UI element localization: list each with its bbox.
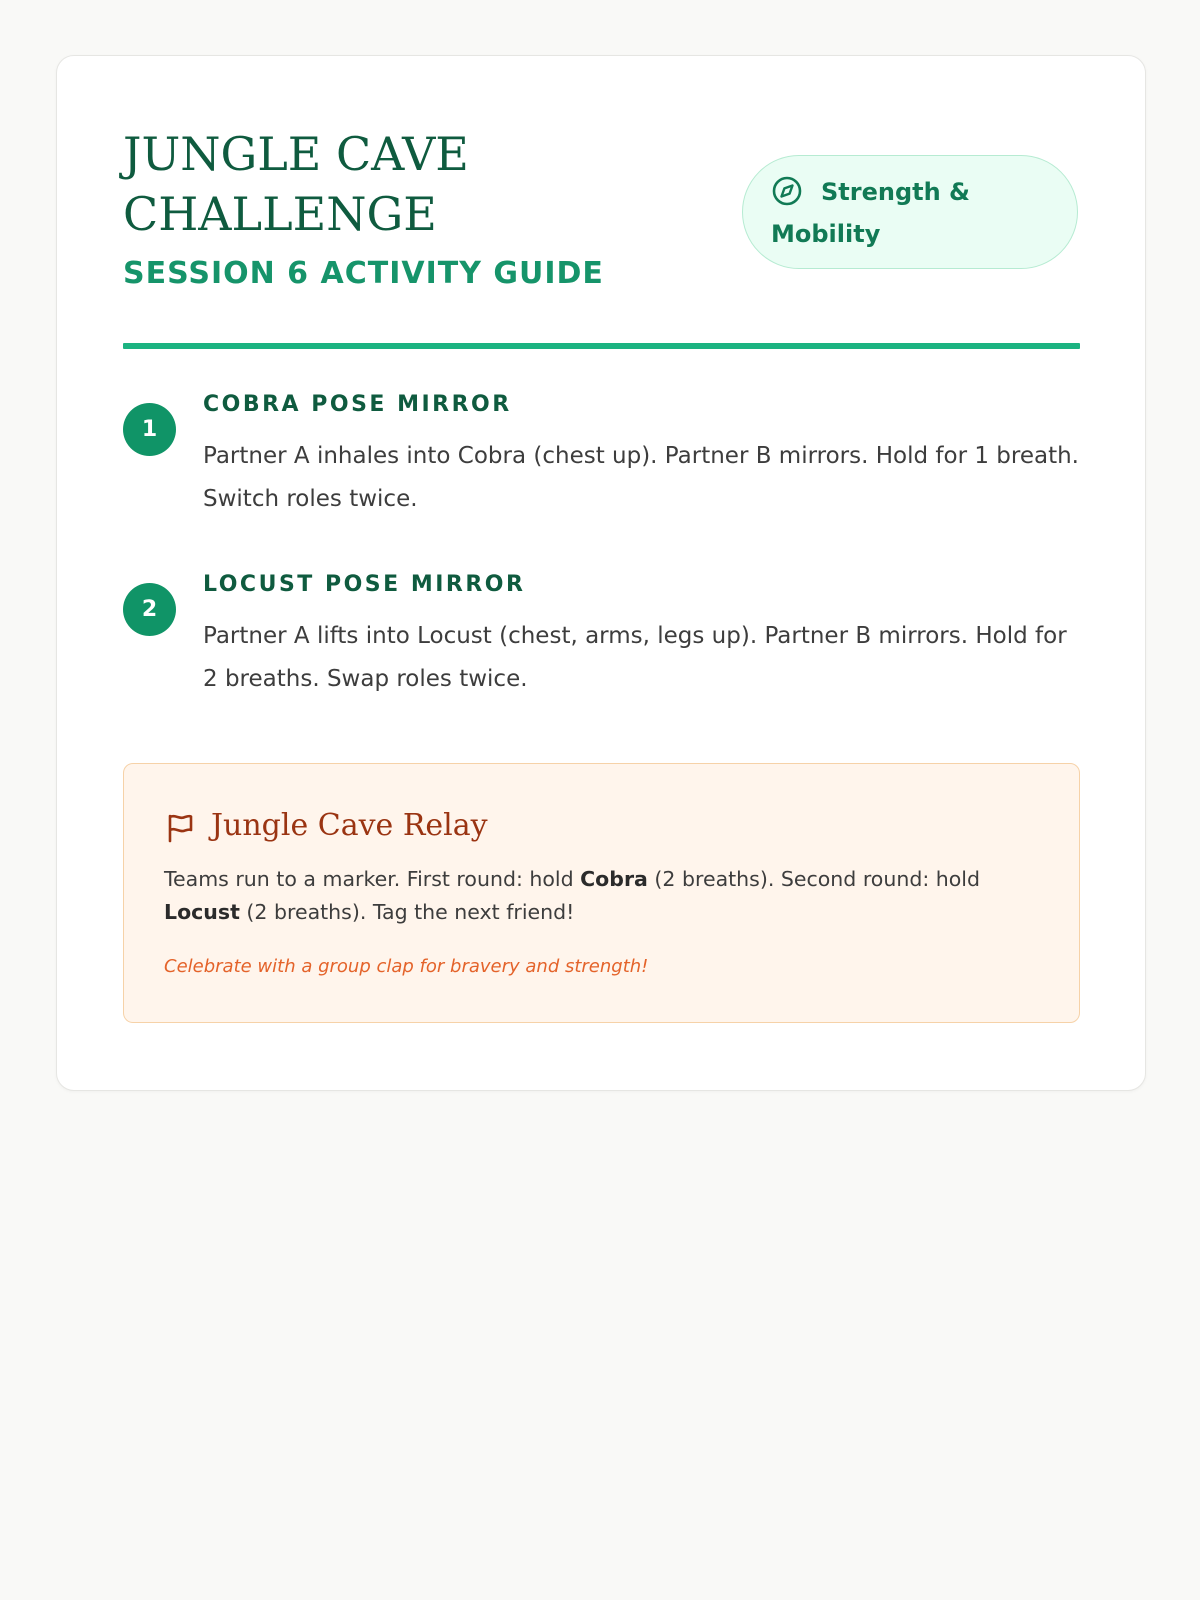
header-divider — [123, 343, 1080, 349]
relay-pose-locust: Locust — [164, 900, 240, 924]
activity-card — [56, 55, 1146, 1091]
relay-description: Teams run to a marker. First round: hold Cobra (2 breaths). Second round: hold Locust (2 breaths). Tag the next friend! — [164, 867, 981, 924]
relay-note: Celebrate with a group clap for bravery and strength! — [164, 956, 649, 977]
step-number-badge: 1 — [123, 403, 176, 456]
step-description: Partner A inhales into Cobra (chest up). Partner B mirrors. Hold for 1 breath. Switch roles twice. — [203, 443, 1079, 512]
page-title: JUNGLE CAVE CHALLENGE — [123, 127, 469, 241]
relay-title: Jungle Cave Relay — [211, 808, 488, 843]
step-title: LOCUST POSE MIRROR — [203, 572, 526, 597]
step-title: COBRA POSE MIRROR — [203, 392, 512, 417]
step-description: Partner A lifts into Locust (chest, arms, legs up). Partner B mirrors. Hold for 2 breaths. Swap roles twice. — [203, 623, 1067, 692]
page-subtitle: SESSION 6 ACTIVITY GUIDE — [123, 256, 604, 291]
step-number-badge: 2 — [123, 583, 176, 636]
flag-icon — [164, 812, 196, 844]
compass-icon — [771, 175, 803, 207]
relay-callout — [123, 763, 1080, 1023]
badge-label: Strength & Mobility — [771, 178, 970, 248]
category-badge — [742, 155, 1078, 269]
relay-pose-cobra: Cobra — [580, 867, 648, 891]
